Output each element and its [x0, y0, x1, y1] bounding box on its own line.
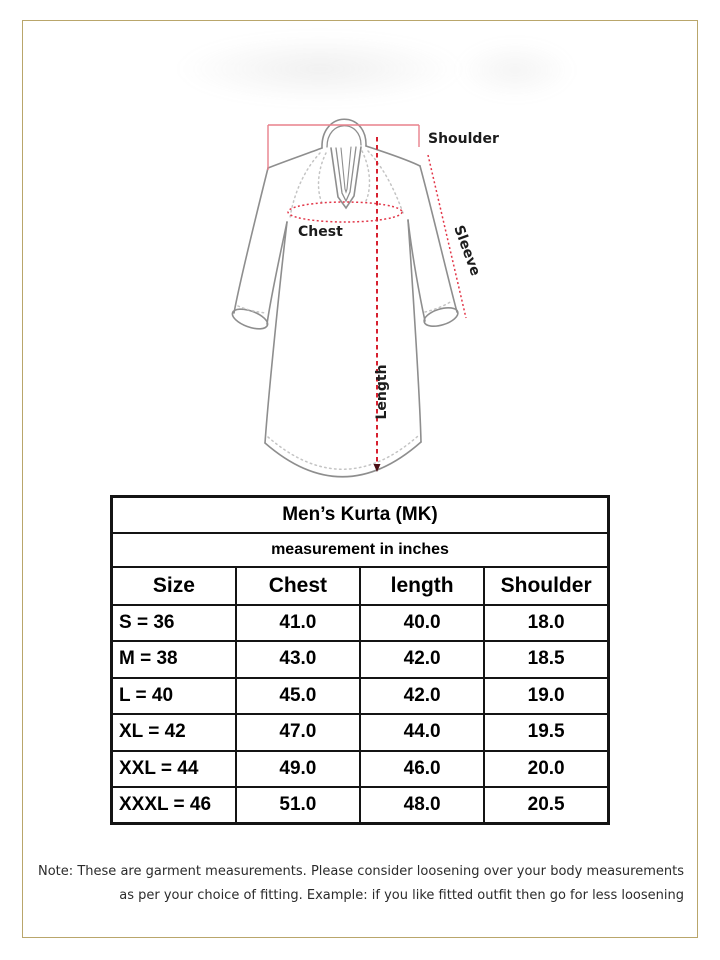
- table-row: [112, 751, 609, 788]
- table-row: [112, 787, 609, 824]
- col-header-length: length: [360, 567, 484, 605]
- shoulder-value: 20.0: [484, 751, 608, 788]
- size-value: XL = 42: [112, 714, 236, 751]
- collar-inner: [327, 126, 361, 147]
- col-header-shoulder: Shoulder: [484, 567, 608, 605]
- kurta-outline: [230, 119, 460, 477]
- length-value: 44.0: [360, 714, 484, 751]
- length-value: 48.0: [360, 787, 484, 824]
- chest-value: 51.0: [236, 787, 360, 824]
- right-cuff-dots: [425, 301, 452, 312]
- collar-outer: [322, 119, 366, 148]
- size-value: M = 38: [112, 641, 236, 678]
- sleeve-label: Sleeve: [450, 223, 484, 279]
- chest-value: 41.0: [236, 605, 360, 642]
- length-value: 40.0: [360, 605, 484, 642]
- col-header-chest: Chest: [236, 567, 360, 605]
- table-row: [112, 605, 609, 642]
- left-armhole-dots: [290, 153, 320, 218]
- chest-value: 43.0: [236, 641, 360, 678]
- shoulder-value: 18.5: [484, 641, 608, 678]
- body-right-edge: [408, 220, 421, 442]
- chest-measure-ellipse: [288, 202, 402, 222]
- size-value: XXXL = 46: [112, 787, 236, 824]
- col-header-size: Size: [112, 567, 236, 605]
- hem-curve: [265, 442, 421, 477]
- measurement-marks: [268, 125, 466, 472]
- shoulder-value: 18.0: [484, 605, 608, 642]
- kurta-diagram-svg: [140, 40, 580, 490]
- size-chart-table: [110, 495, 610, 825]
- shoulder-value: 20.5: [484, 787, 608, 824]
- right-shoulder: [366, 146, 420, 166]
- length-value: 42.0: [360, 641, 484, 678]
- table-title-row: [112, 497, 609, 533]
- left-placket-dots: [319, 153, 326, 203]
- left-shoulder: [268, 148, 322, 168]
- shoulder-label: Shoulder: [428, 131, 499, 147]
- shoulder-value: 19.5: [484, 714, 608, 751]
- shoulder-measure-bracket: [268, 125, 419, 170]
- table-row: [112, 714, 609, 751]
- chest-value: 45.0: [236, 678, 360, 715]
- length-value: 46.0: [360, 751, 484, 788]
- shoulder-value: 19.0: [484, 678, 608, 715]
- size-value: S = 36: [112, 605, 236, 642]
- chest-value: 47.0: [236, 714, 360, 751]
- body-left-edge: [265, 222, 287, 443]
- size-value: XXL = 44: [112, 751, 236, 788]
- right-placket-dots: [362, 151, 369, 201]
- right-sleeve-inner: [408, 220, 425, 321]
- placket-center: [341, 147, 351, 192]
- table-subtitle-row: [112, 533, 609, 567]
- left-cuff: [230, 305, 270, 333]
- table-header-row: [112, 567, 609, 605]
- table-subtitle: measurement in inches: [112, 533, 609, 567]
- table-title: Men’s Kurta (MK): [112, 497, 609, 533]
- note-line-2: as per your choice of fitting. Example: if you like fitted outfit then go for less loosening: [119, 888, 684, 903]
- right-cuff: [422, 304, 460, 330]
- table-row: [112, 641, 609, 678]
- chest-label: Chest: [298, 224, 343, 240]
- note-line-1: Note: These are garment measurements. Please consider loosening over your body measurements: [38, 864, 684, 879]
- size-value: L = 40: [112, 678, 236, 715]
- length-value: 42.0: [360, 678, 484, 715]
- placket-outer: [331, 147, 361, 208]
- right-sleeve-outer: [420, 166, 457, 312]
- length-label: Length: [374, 364, 390, 420]
- hem-stitch-dots: [268, 436, 418, 469]
- measurement-note: [38, 860, 684, 908]
- kurta-measurement-diagram: [140, 40, 580, 490]
- left-sleeve-outer: [234, 168, 268, 313]
- right-armhole-dots: [368, 151, 404, 216]
- chest-value: 49.0: [236, 751, 360, 788]
- table-row: [112, 678, 609, 715]
